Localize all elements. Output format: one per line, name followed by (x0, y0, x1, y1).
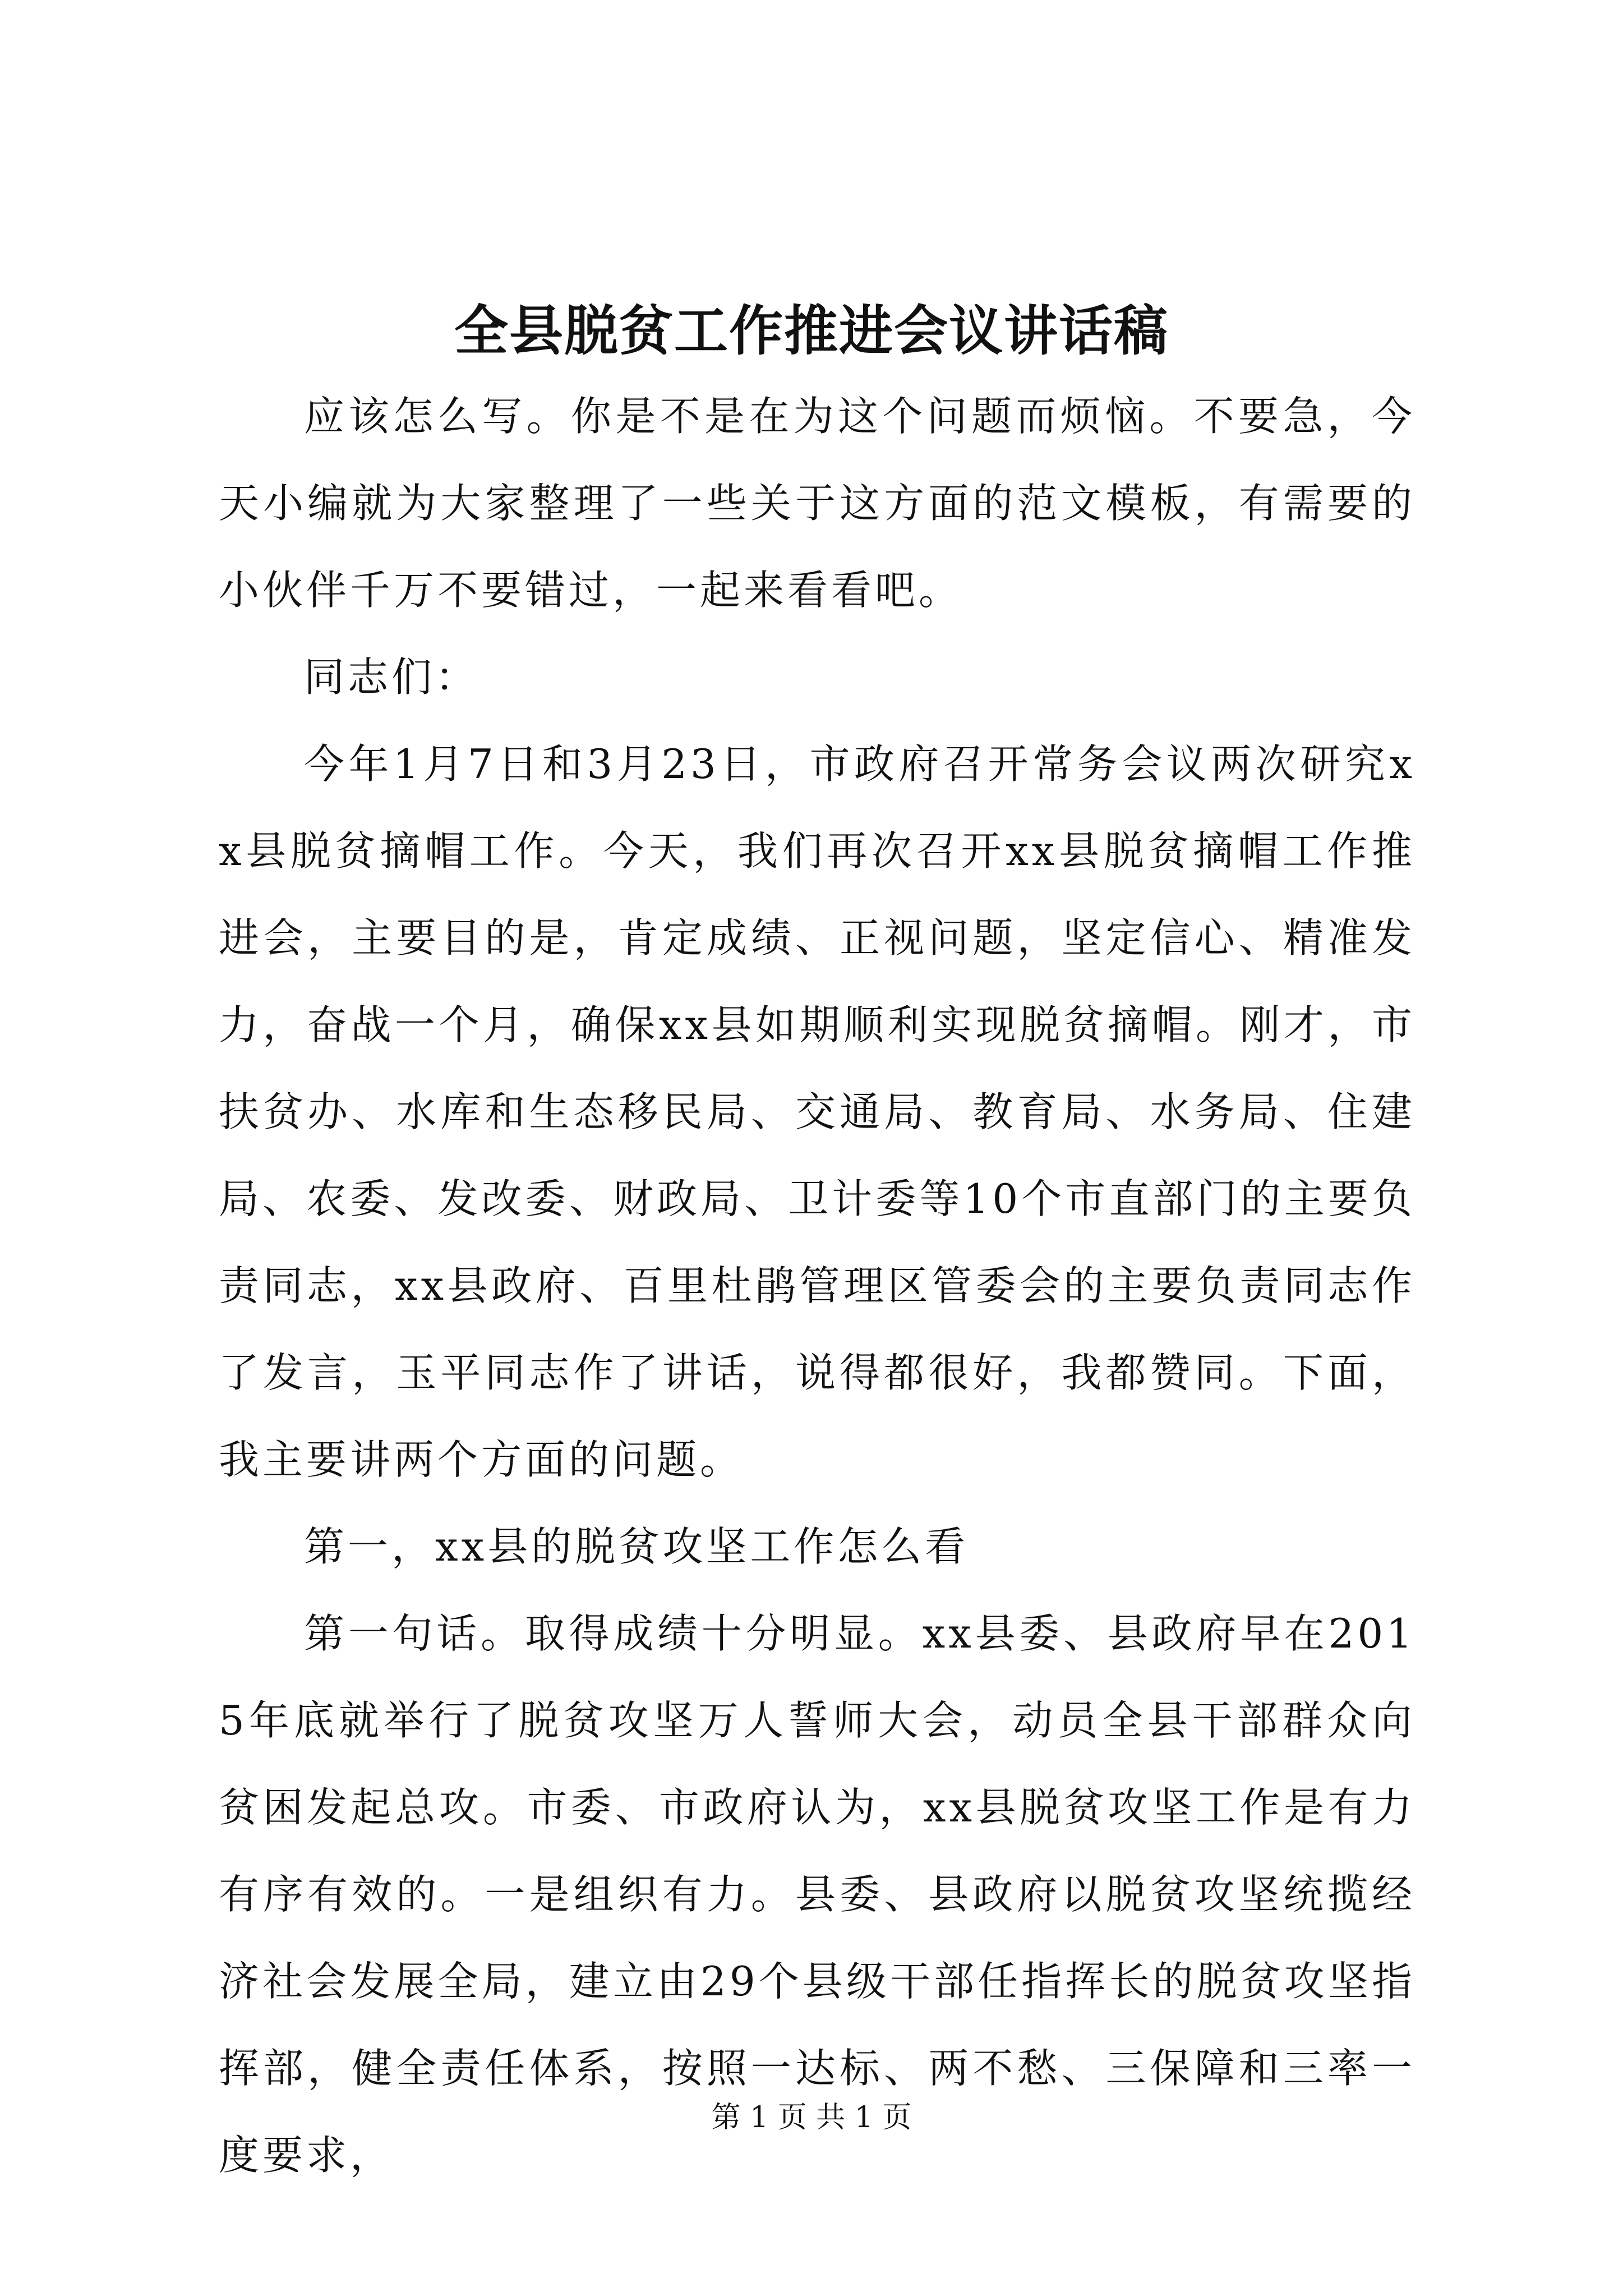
document-body (219, 373, 1415, 2199)
paragraph-first-point: 第一句话。取得成绩十分明显。xx县委、县政府早在2015年底就举行了脱贫攻坚万人誓师大会，动员全县干部群众向贫困发起总攻。市委、市政府认为，xx县脱贫攻坚工作是有力有序有效的。一是组织有力。县委、县政府以脱贫攻坚统揽经济社会发展全局，建立由29个县级干部任指挥长的脱贫攻坚指挥部，健全责任体系，按照一达标、两不愁、三保障和三率一度要求， (219, 1610, 1415, 2179)
section-heading-first: 第一，xx县的脱贫攻坚工作怎么看 (304, 1523, 969, 1570)
document-title: 全县脱贫工作推进会议讲话稿 (454, 299, 1169, 362)
page-footer: 第 1 页 共 1 页 (711, 2101, 912, 2134)
paragraph-salutation: 同志们： (304, 654, 479, 701)
paragraph-meeting-background: 今年1月7日和3月23日，市政府召开常务会议两次研究xx县脱贫摘帽工作。今天，我们再次召开xx县脱贫摘帽工作推进会，主要目的是，肯定成绩、正视问题，坚定信心、精准发力，奋战一个月，确保xx县如期顺利实现脱贫摘帽。刚才，市扶贫办、水库和生态移民局、交通局、教育局、水务局、住建局、农委、发改委、财政局、卫计委等10个市直部门的主要负责同志，xx县政府、百里杜鹃管理区管委会的主要负责同志作了发言，玉平同志作了讲话，说得都很好，我都赞同。下面，我主要讲两个方面的问题。 (219, 740, 1415, 1483)
paragraph-intro: 应该怎么写。你是不是在为这个问题而烦恼。不要急，今天小编就为大家整理了一些关于这方面的范文模板，有需要的小伙伴千万不要错过，一起来看看吧。 (219, 393, 1415, 614)
